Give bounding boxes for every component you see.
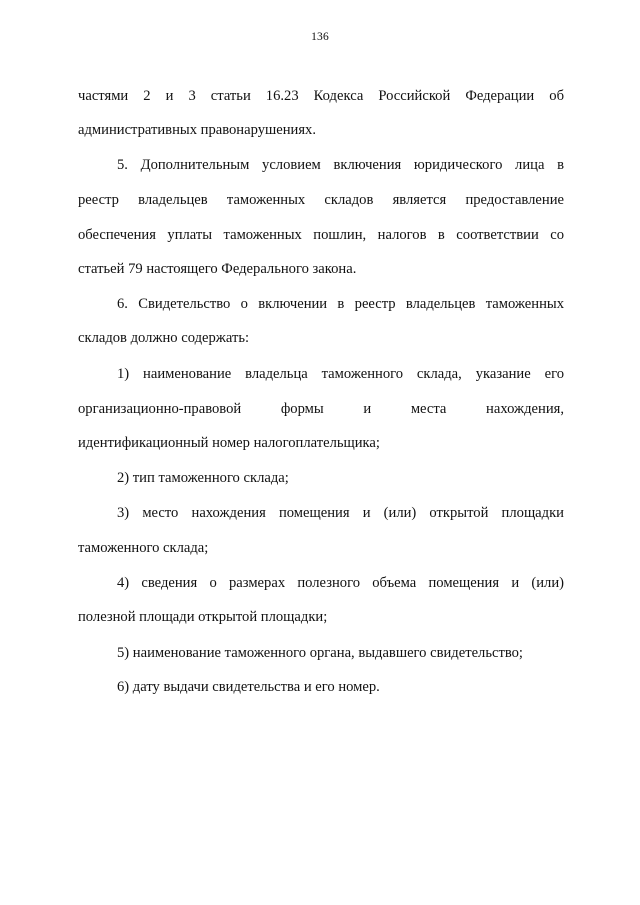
text-line: обеспечения уплаты таможенных пошлин, налогов в соответствии со	[78, 227, 564, 243]
list-item-line: 6) дату выдачи свидетельства и его номер.	[117, 679, 380, 695]
list-item-line: 3) место нахождения помещения и (или) открытой площадки	[117, 505, 564, 521]
text-line: складов должно содержать:	[78, 330, 250, 346]
list-item-line: 1) наименование владельца таможенного склада, указание его	[117, 366, 564, 382]
text-line: 5. Дополнительным условием включения юридического лица в	[117, 157, 564, 173]
text-line: реестр владельцев таможенных складов является предоставление	[78, 192, 564, 208]
list-item-line: 2) тип таможенного склада;	[117, 470, 289, 486]
text-line: 6. Свидетельство о включении в реестр владельцев таможенных	[117, 296, 564, 312]
text-line: частями 2 и 3 статьи 16.23 Кодекса Российской Федерации об	[78, 88, 564, 104]
text-line: административных правонарушениях.	[78, 122, 316, 138]
text-line: статьей 79 настоящего Федерального закона.	[78, 261, 357, 277]
list-item-line: 5) наименование таможенного органа, выдавшего свидетельство;	[117, 645, 523, 661]
list-item-line: организационно-правовой формы и места нахождения,	[78, 401, 564, 417]
list-item-line: полезной площади открытой площадки;	[78, 609, 328, 625]
list-item-line: таможенного склада;	[78, 540, 209, 556]
list-item-line: 4) сведения о размерах полезного объема помещения и (или)	[117, 575, 564, 591]
list-item-line: идентификационный номер налогоплательщика;	[78, 435, 380, 451]
page-number: 136	[311, 31, 329, 43]
